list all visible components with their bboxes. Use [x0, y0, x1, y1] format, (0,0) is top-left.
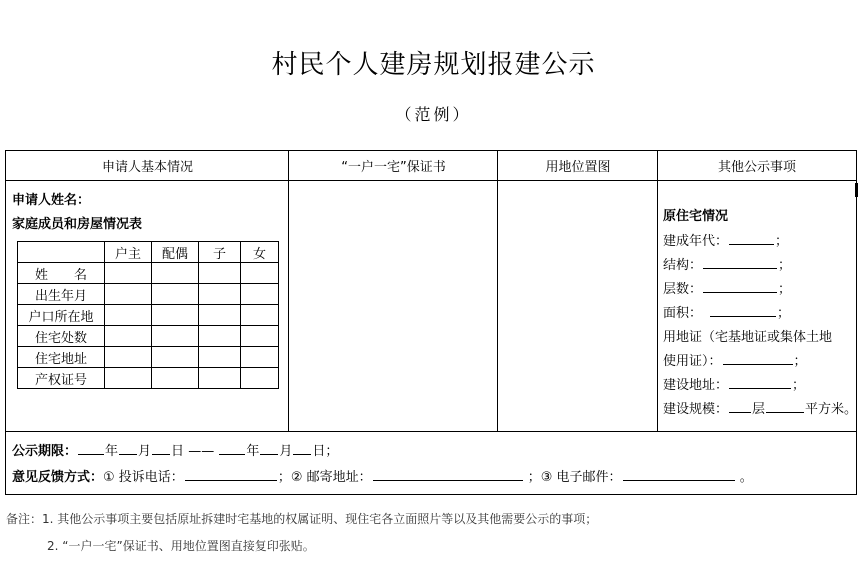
- col-header: 女: [241, 242, 279, 263]
- cell[interactable]: [199, 326, 241, 347]
- cell[interactable]: [241, 263, 279, 284]
- cell[interactable]: [152, 284, 199, 305]
- cell[interactable]: [105, 305, 152, 326]
- note-1: 备注：1. 其他公示事项主要包括原址拆建时宅基地的权属证明、现住宅各立面照片等以及其他需要公示的事项；: [6, 512, 598, 526]
- land-cert-field[interactable]: 使用证）： ；: [663, 354, 807, 369]
- floors-field[interactable]: 层数： ；: [663, 282, 792, 297]
- cell[interactable]: [152, 347, 199, 368]
- period-field[interactable]: 公示期限： 年 月 日 —— 年 月 日；: [12, 444, 339, 459]
- cell[interactable]: [152, 326, 199, 347]
- build-scale-field[interactable]: 建设规模： 层 平方米。: [663, 402, 858, 417]
- header-other: 其他公示事项: [658, 151, 856, 181]
- col-header: 户主: [105, 242, 152, 263]
- cell[interactable]: [152, 305, 199, 326]
- row-label: 产权证号: [18, 368, 105, 389]
- row-label: 住宅处数: [18, 326, 105, 347]
- divider: [6, 431, 856, 432]
- family-table-title: 家庭成员和房屋情况表: [12, 217, 143, 232]
- divider: [497, 151, 498, 431]
- col-header: [18, 242, 105, 263]
- page-subtitle: （范例）: [395, 105, 472, 124]
- cell[interactable]: [199, 305, 241, 326]
- divider: [657, 151, 658, 431]
- original-house-title: 原住宅情况: [663, 209, 729, 224]
- cell[interactable]: [241, 326, 279, 347]
- col-header: 子: [199, 242, 241, 263]
- note-2: 2. “一户一宅”保证书、用地位置图直接复印张贴。: [47, 539, 315, 553]
- land-cert-label: 用地证（宅基地证或集体土地: [663, 330, 833, 345]
- col-header: 配偶: [152, 242, 199, 263]
- area-field[interactable]: 面积： ；: [663, 306, 791, 321]
- cell[interactable]: [152, 263, 199, 284]
- row-label: 出生年月: [18, 284, 105, 305]
- header-location-map: 用地位置图: [498, 151, 658, 181]
- structure-field[interactable]: 结构： ；: [663, 258, 792, 273]
- cell[interactable]: [199, 284, 241, 305]
- row-label: 住宅地址: [18, 347, 105, 368]
- cursor-mark: [855, 183, 858, 197]
- cell[interactable]: [105, 326, 152, 347]
- cell[interactable]: [241, 347, 279, 368]
- page-title: 村民个人建房规划报建公示: [271, 50, 596, 80]
- header-guarantee: “一户一宅”保证书: [289, 151, 498, 181]
- cell[interactable]: [199, 347, 241, 368]
- cell[interactable]: [105, 368, 152, 389]
- feedback-field[interactable]: 意见反馈方式：① 投诉电话： ；② 邮寄地址： ；③ 电子邮件： 。: [12, 470, 753, 485]
- cell[interactable]: [199, 263, 241, 284]
- cell[interactable]: [199, 368, 241, 389]
- notice-table: [5, 150, 857, 495]
- row-label: 户口所在地: [18, 305, 105, 326]
- cell[interactable]: [241, 284, 279, 305]
- divider: [288, 151, 289, 431]
- built-year-field[interactable]: 建成年代： ；: [663, 234, 789, 249]
- row-label: 姓 名: [18, 263, 105, 284]
- cell[interactable]: [105, 347, 152, 368]
- header-applicant: 申请人基本情况: [6, 151, 289, 181]
- family-table: [17, 241, 279, 389]
- cell[interactable]: [105, 263, 152, 284]
- cell[interactable]: [241, 368, 279, 389]
- applicant-name-label: 申请人姓名：: [12, 193, 91, 208]
- cell[interactable]: [105, 284, 152, 305]
- build-address-field[interactable]: 建设地址： ；: [663, 378, 806, 393]
- cell[interactable]: [241, 305, 279, 326]
- cell[interactable]: [152, 368, 199, 389]
